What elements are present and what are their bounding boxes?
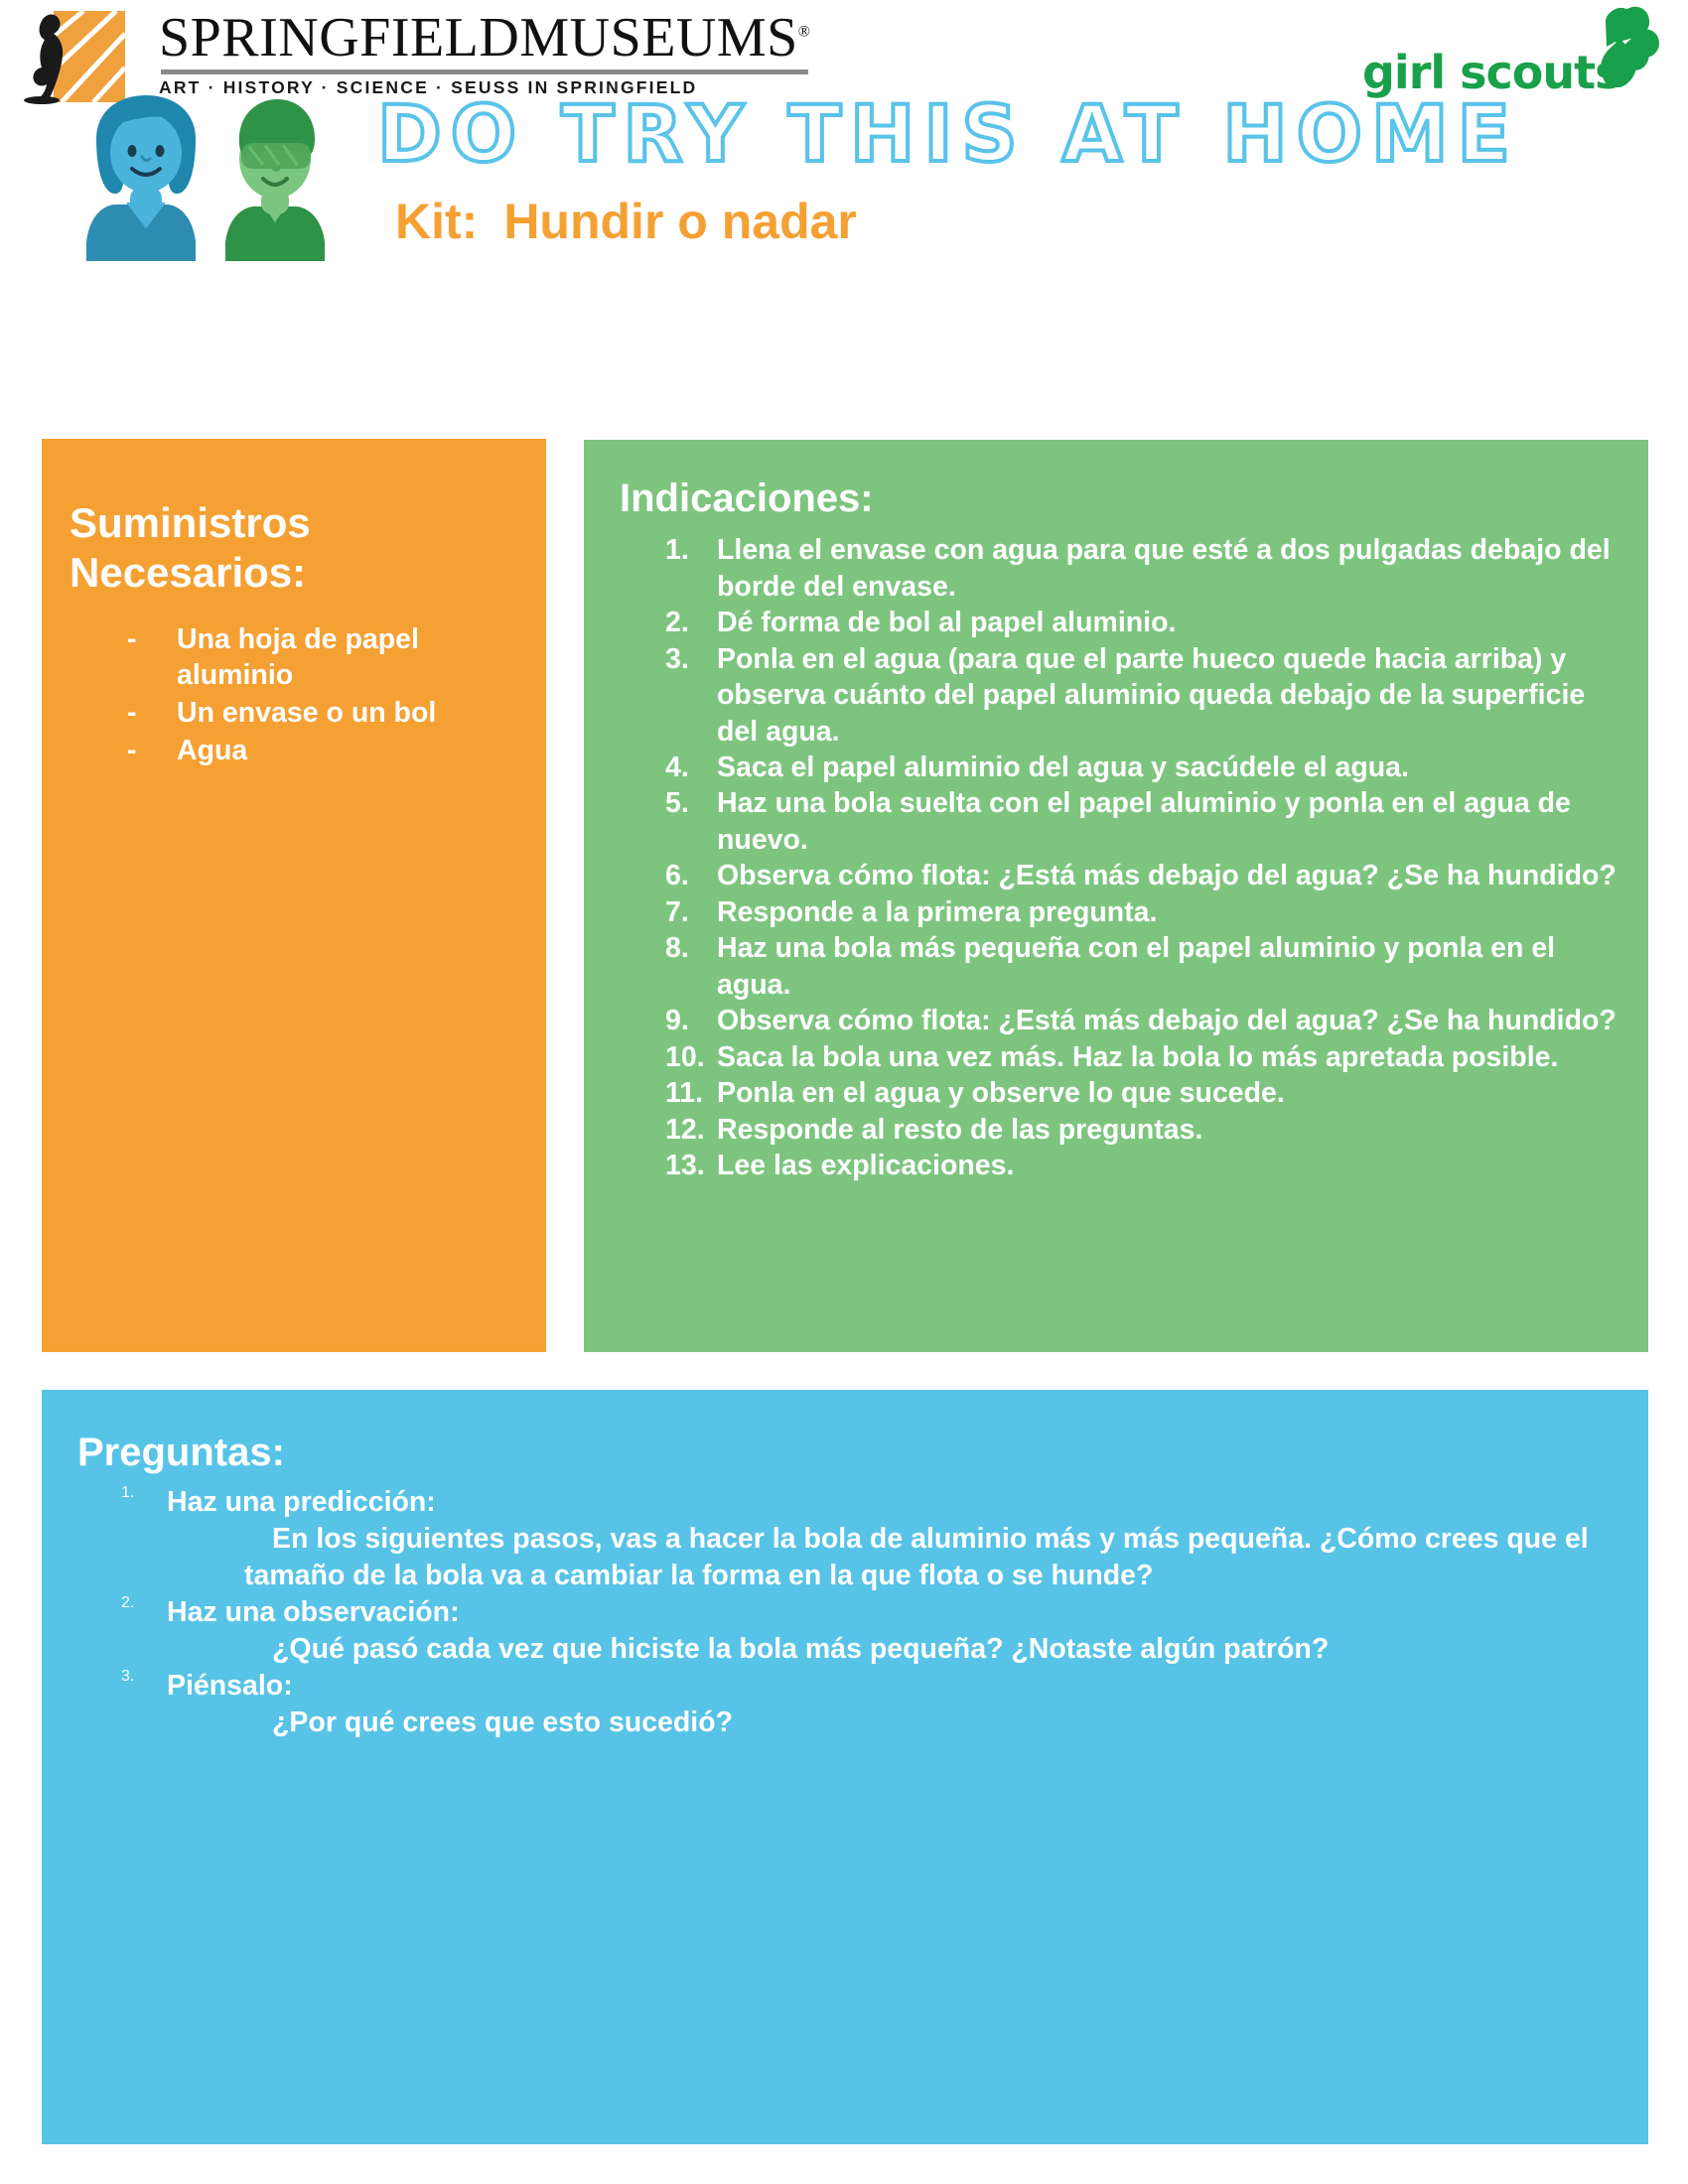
supplies-list [121, 622, 518, 769]
list-item: Llena el envase con agua para que esté a dos pulgadas debajo del borde del envase. [717, 534, 1611, 603]
list-item [121, 1668, 1626, 1741]
logo-museums-text: MUSEUMS [519, 7, 798, 68]
list-item: Observa cómo flota: ¿Está más debajo del agua? ¿Se ha hundido? [717, 860, 1617, 892]
girl-scouts-wordmark: girl scouts [1362, 46, 1621, 99]
directions-panel [584, 440, 1648, 1352]
questions-title: Preguntas: [77, 1431, 285, 1474]
list-item: Haz una bola suelta con el papel aluminio y ponla en el agua de nuevo. [717, 787, 1571, 856]
question-label: Haz una predicción: [167, 1486, 436, 1519]
list-item: Haz una bola más pequeña con el papel aluminio y ponla en el agua. [717, 932, 1556, 1001]
directions-list [665, 532, 1626, 1183]
directions-title: Indicaciones: [620, 477, 874, 520]
question-body: En los siguientes pasos, vas a hacer la bola de aluminio más y más pequeña. ¿Cómo crees que el tamaño de la bola va a cambiar la forma en la que flota o se hunde? [244, 1523, 1589, 1592]
questions-list [121, 1484, 1626, 1741]
question-label: Piénsalo: [167, 1670, 293, 1703]
list-item [121, 1594, 1626, 1668]
title-block [377, 90, 1609, 250]
logo-tagline: ART · HISTORY · SCIENCE · SEUSS IN SPRINGFIELD [159, 77, 698, 97]
list-item: Saca el papel aluminio del agua y sacúdele el agua. [717, 751, 1409, 783]
list-item: Lee las explicaciones. [717, 1150, 1015, 1182]
question-body: ¿Por qué crees que esto sucedió? [272, 1706, 734, 1739]
logo-trademark: ® [797, 23, 811, 41]
girl-character [86, 95, 196, 261]
supplies-title: Suministros Necesarios: [70, 499, 311, 596]
list-item: - Un envase o un bol [121, 696, 518, 732]
question-body: ¿Qué pasó cada vez que hiciste la bola más pequeña? ¿Notaste algún patrón? [272, 1633, 1330, 1666]
list-item: Responde al resto de las preguntas. [717, 1113, 1203, 1146]
kit-line [377, 193, 1609, 250]
list-item [121, 1484, 1626, 1594]
list-item: Saca la bola una vez más. Haz la bola lo más apretada posible. [717, 1040, 1559, 1073]
list-item: Responde a la primera pregunta. [717, 895, 1158, 928]
list-item: Observa cómo flota: ¿Está más debajo del agua? ¿Se ha hundido? [717, 1005, 1617, 1037]
question-label: Haz una observación: [167, 1596, 460, 1629]
springfield-museums-wordmark [159, 7, 834, 98]
list-item: Dé forma de bol al papel aluminio. [717, 607, 1177, 639]
list-item: Ponla en el agua y observe lo que sucede. [717, 1077, 1285, 1110]
list-item: Ponla en el agua (para que el parte hueco quede hacia arriba) y observa cuánto del papel aluminio queda debajo de la superficie del agua. [717, 642, 1586, 748]
page-title: DO TRY THIS AT HOME [377, 90, 1519, 180]
logo-springfield-text: SPRINGFIELD [159, 7, 520, 68]
questions-panel [42, 1390, 1648, 2144]
list-item: - Una hoja de papel aluminio [121, 622, 518, 694]
list-item: - Agua [121, 734, 518, 769]
kit-label: Kit: [395, 193, 479, 249]
kids-illustration [55, 87, 352, 261]
boy-character [225, 99, 325, 261]
logo-divider [161, 69, 808, 74]
kit-name: Hundir o nadar [503, 193, 857, 249]
page-header [0, 0, 1688, 397]
supplies-panel [42, 439, 546, 1352]
